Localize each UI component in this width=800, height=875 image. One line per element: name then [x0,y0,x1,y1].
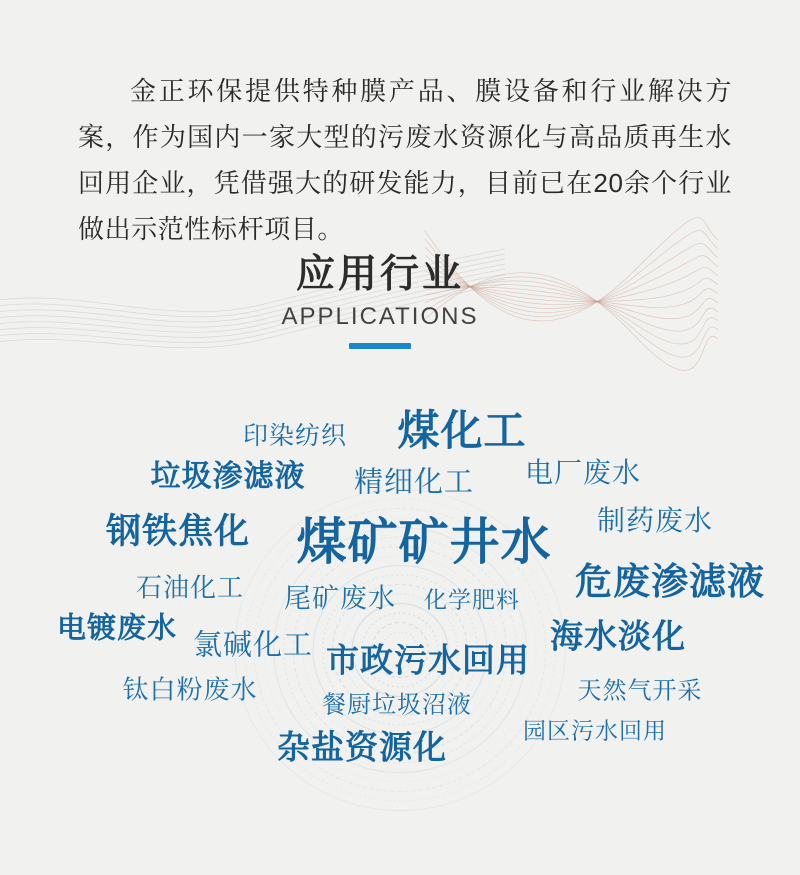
word-cloud-item: 海水淡化 [550,617,686,655]
word-cloud-item: 杂盐资源化 [277,728,447,766]
word-cloud-item: 钛白粉废水 [122,674,258,705]
word-cloud-item: 石油化工 [135,572,245,603]
word-cloud-item: 尾矿废水 [284,583,396,614]
intro-paragraph: 金正环保提供特种膜产品、膜设备和行业解决方案，作为国内一家大型的污废水资源化与高品质再生水回用企业，凭借强大的研发能力，目前已在20余个行业做出示范性标杆项目。 [78,76,732,244]
word-cloud-item: 煤矿矿井水 [296,514,552,570]
section-subtitle: APPLICATIONS [281,303,479,330]
word-cloud-item: 垃圾渗滤液 [150,460,306,493]
word-cloud-item: 餐厨垃圾沼液 [322,691,472,719]
word-cloud-item: 电镀废水 [56,612,178,645]
word-cloud-item: 煤化工 [397,407,527,454]
word-cloud-item: 天然气开采 [577,677,703,705]
word-cloud-item: 印染纺织 [242,422,348,450]
word-cloud-item: 园区污水回用 [523,717,667,744]
word-cloud-item: 精细化工 [353,466,475,499]
word-cloud-item: 钢铁焦化 [105,512,251,551]
word-cloud-item: 市政污水回用 [326,641,530,679]
section-title: 应用行业 [295,253,464,296]
word-cloud-item: 电厂废水 [524,457,642,488]
word-cloud-item: 氯碱化工 [192,629,314,662]
word-cloud-item: 化学肥料 [424,586,520,613]
word-cloud-item: 制药废水 [596,505,714,536]
word-cloud-item: 危废渗滤液 [575,561,765,602]
